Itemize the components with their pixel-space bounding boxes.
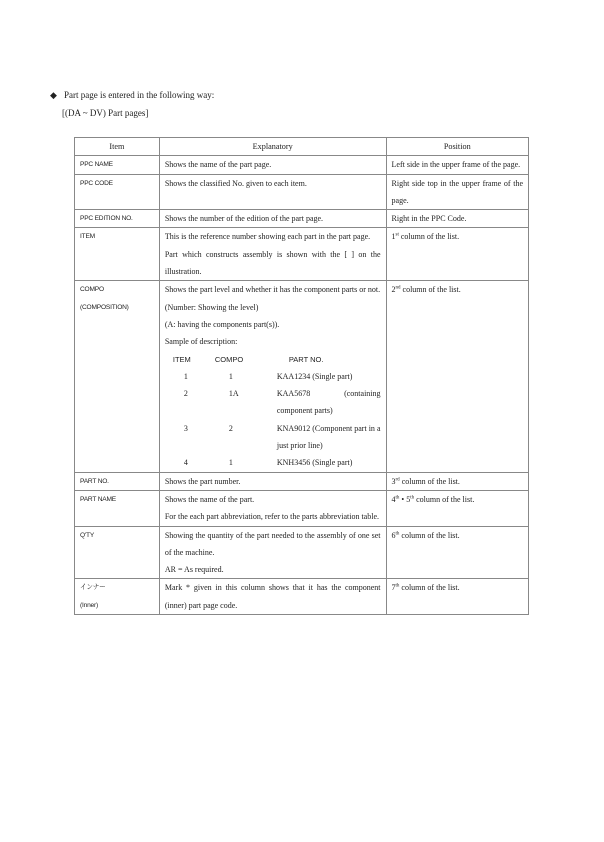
item-label: Q'TY [80, 531, 95, 539]
item-label: PPC NAME [80, 161, 113, 169]
item-cell [75, 156, 160, 174]
explanatory-text: (A: having the components part(s)). [164, 319, 280, 329]
position-text: column of the list. [398, 232, 460, 242]
position-text: 4 [391, 494, 396, 504]
explanatory-cell [159, 281, 386, 472]
table-row [75, 228, 529, 281]
position-text: Right side top in the upper frame of the page. [391, 178, 523, 205]
sample-header: COMPO [214, 354, 244, 364]
sample-cell: KAA5678 (containing component parts) [276, 389, 381, 416]
explanatory-text: For the each part abbreviation, refer to the parts abbreviation table. [164, 512, 379, 522]
item-cell [75, 490, 160, 526]
table-header-row [75, 138, 529, 156]
item-label: COMPO [80, 286, 104, 294]
explanatory-cell [159, 156, 386, 174]
item-label: PART NAME [80, 495, 116, 503]
explanatory-text: AR = As required. [164, 565, 224, 575]
table-row [75, 472, 529, 490]
sample-cell: 2 [183, 389, 188, 399]
explanatory-text: Shows the part level and whether it has the component parts or not. [164, 285, 381, 295]
position-text: column of the list. [399, 476, 460, 486]
ordinal-suffix: th [395, 495, 400, 501]
item-cell [75, 228, 160, 281]
ordinal-suffix: rd [395, 476, 400, 482]
sample-cell: 3 [183, 423, 188, 433]
item-label: ITEM [80, 233, 95, 241]
position-text: column of the list. [399, 583, 460, 593]
position-cell [386, 174, 528, 210]
table-row [75, 526, 529, 579]
explanatory-text: Mark * given in this column shows that it has the component (inner) part page code. [164, 583, 381, 610]
section-subtitle: [(DA ~ DV) Part pages] [62, 108, 149, 118]
position-cell [386, 579, 528, 615]
explanatory-text: Shows the classified No. given to each item. [164, 178, 307, 188]
position-text: 7 [391, 583, 396, 593]
explanatory-text: Shows the name of the part. [164, 494, 255, 504]
item-cell [75, 579, 160, 615]
explanatory-cell [159, 526, 386, 579]
sample-cell: KNH3456 (Single part) [276, 458, 353, 468]
position-text: 1 [391, 232, 396, 242]
table-row [75, 281, 529, 472]
header-explanatory: Explanatory [159, 138, 386, 156]
sample-cell: 1 [183, 371, 188, 381]
item-label: (COMPOSITION) [80, 303, 129, 311]
table-row [75, 210, 529, 228]
sample-cell: KAA1234 (Single part) [276, 371, 353, 381]
item-cell [75, 472, 160, 490]
position-text: Left side in the upper frame of the page. [391, 160, 521, 170]
explanatory-text: Shows the part number. [164, 476, 241, 486]
explanatory-text: Shows the number of the edition of the part page. [164, 214, 324, 224]
position-text: 6 [391, 530, 396, 540]
position-text: • 5 [399, 494, 411, 504]
sample-header: ITEM [172, 354, 191, 364]
sample-cell: 1 [228, 458, 233, 468]
explanatory-cell [159, 228, 386, 281]
ordinal-suffix: th [410, 495, 415, 501]
table-row [75, 490, 529, 526]
ordinal-suffix: th [395, 583, 400, 589]
position-text: column of the list. [400, 285, 461, 295]
position-cell [386, 228, 528, 281]
table-row [75, 579, 529, 615]
explanatory-text: Part which constructs assembly is shown with the [ ] on the illustration. [164, 249, 381, 277]
explanatory-cell [159, 210, 386, 228]
position-text: column of the list. [399, 530, 460, 540]
intro-text: Part page is entered in the following way: [64, 90, 215, 100]
explanatory-cell [159, 490, 386, 526]
explanatory-text: Sample of description: [164, 337, 238, 347]
explanatory-cell [159, 174, 386, 210]
item-cell [75, 526, 160, 579]
intro [50, 86, 214, 122]
position-text: column of the list. [414, 494, 475, 504]
position-cell [386, 490, 528, 526]
table-body [75, 156, 529, 615]
item-label: インナー [80, 584, 106, 592]
sample-cell: 1A [228, 389, 239, 399]
item-label: PART NO. [80, 477, 109, 485]
table-row [75, 156, 529, 174]
sample-cell: KNA9012 (Component part in a just prior line) [276, 423, 381, 451]
position-text: 3 [391, 476, 396, 486]
position-text: 2 [391, 285, 396, 295]
explanatory-text: Shows the name of the part page. [164, 160, 272, 170]
explanatory-text: Showing the quantity of the part needed to the assembly of one set of the machine. [164, 530, 381, 557]
explanatory-cell [159, 472, 386, 490]
sample-cell: 4 [183, 458, 188, 468]
position-cell [386, 472, 528, 490]
sample-cell: 2 [228, 423, 233, 433]
position-cell [386, 281, 528, 472]
item-cell [75, 174, 160, 210]
position-text: Right in the PPC Code. [391, 214, 467, 224]
part-page-table [74, 137, 529, 615]
position-cell [386, 156, 528, 174]
item-cell [75, 210, 160, 228]
explanatory-text: (Number: Showing the level) [164, 302, 259, 312]
ordinal-suffix: nd [395, 285, 401, 291]
explanatory-cell [159, 579, 386, 615]
position-cell [386, 210, 528, 228]
sample-description [165, 351, 381, 472]
item-label: PPC CODE [80, 179, 113, 187]
header-position: Position [386, 138, 528, 156]
item-cell [75, 281, 160, 472]
table-row [75, 174, 529, 210]
ordinal-suffix: th [395, 530, 400, 536]
header-item: Item [75, 138, 160, 156]
diamond-bullet-icon: ◆ [50, 90, 57, 100]
item-label: PPC EDITION NO. [80, 215, 133, 223]
item-label: (Inner) [80, 601, 99, 609]
position-cell [386, 526, 528, 579]
sample-cell: 1 [228, 371, 233, 381]
ordinal-suffix: st [395, 232, 399, 238]
sample-header: PART NO. [288, 354, 324, 364]
explanatory-text: This is the reference number showing each part in the part page. [164, 232, 371, 242]
